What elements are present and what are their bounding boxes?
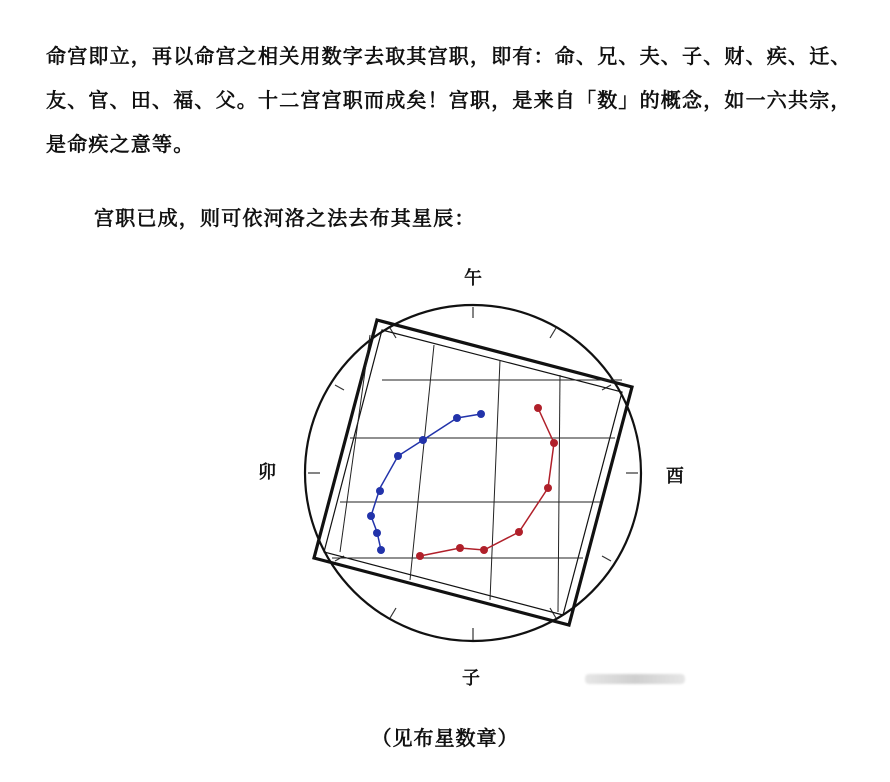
red-star-point [416,552,424,560]
direction-label-top: 午 [464,268,482,289]
blue-star-point [376,487,384,495]
compass-ticks [308,307,638,640]
red-star-path [416,404,558,560]
red-star-point [534,404,542,412]
blue-star-point [394,452,402,460]
blurred-watermark [585,674,685,684]
palace-square [314,320,632,625]
blue-star-path [367,410,485,554]
intro-paragraph: 命宫即立，再以命宫之相关用数字去取其宫职，即有：命、兄、夫、子、财、疾、迁、友、官、田、福、父。十二宫宫职而成矣！宫职，是来自「数」的概念，如一六共宗，是命疾之意等。 [46,44,852,156]
figure-caption: （见布星数章） [371,726,519,750]
red-star-point [456,544,464,552]
star-chart-svg [240,250,700,700]
star-chart-diagram [240,250,700,700]
red-star-point [515,528,523,536]
blue-star-point [373,529,381,537]
blue-star-point [419,436,427,444]
blue-star-point [367,512,375,520]
direction-label-bottom: 子 [462,668,480,689]
blue-star-point [477,410,485,418]
direction-label-left: 卯 [258,462,276,483]
blue-star-point [453,414,461,422]
red-star-point [544,484,552,492]
palace-grid [332,335,622,612]
direction-label-right: 酉 [666,466,684,487]
second-paragraph: 宫职已成，则可依河洛之法去布其星辰： [94,206,476,230]
outer-circle [305,305,641,641]
red-star-point [480,546,488,554]
red-star-point [550,439,558,447]
blue-star-point [377,546,385,554]
